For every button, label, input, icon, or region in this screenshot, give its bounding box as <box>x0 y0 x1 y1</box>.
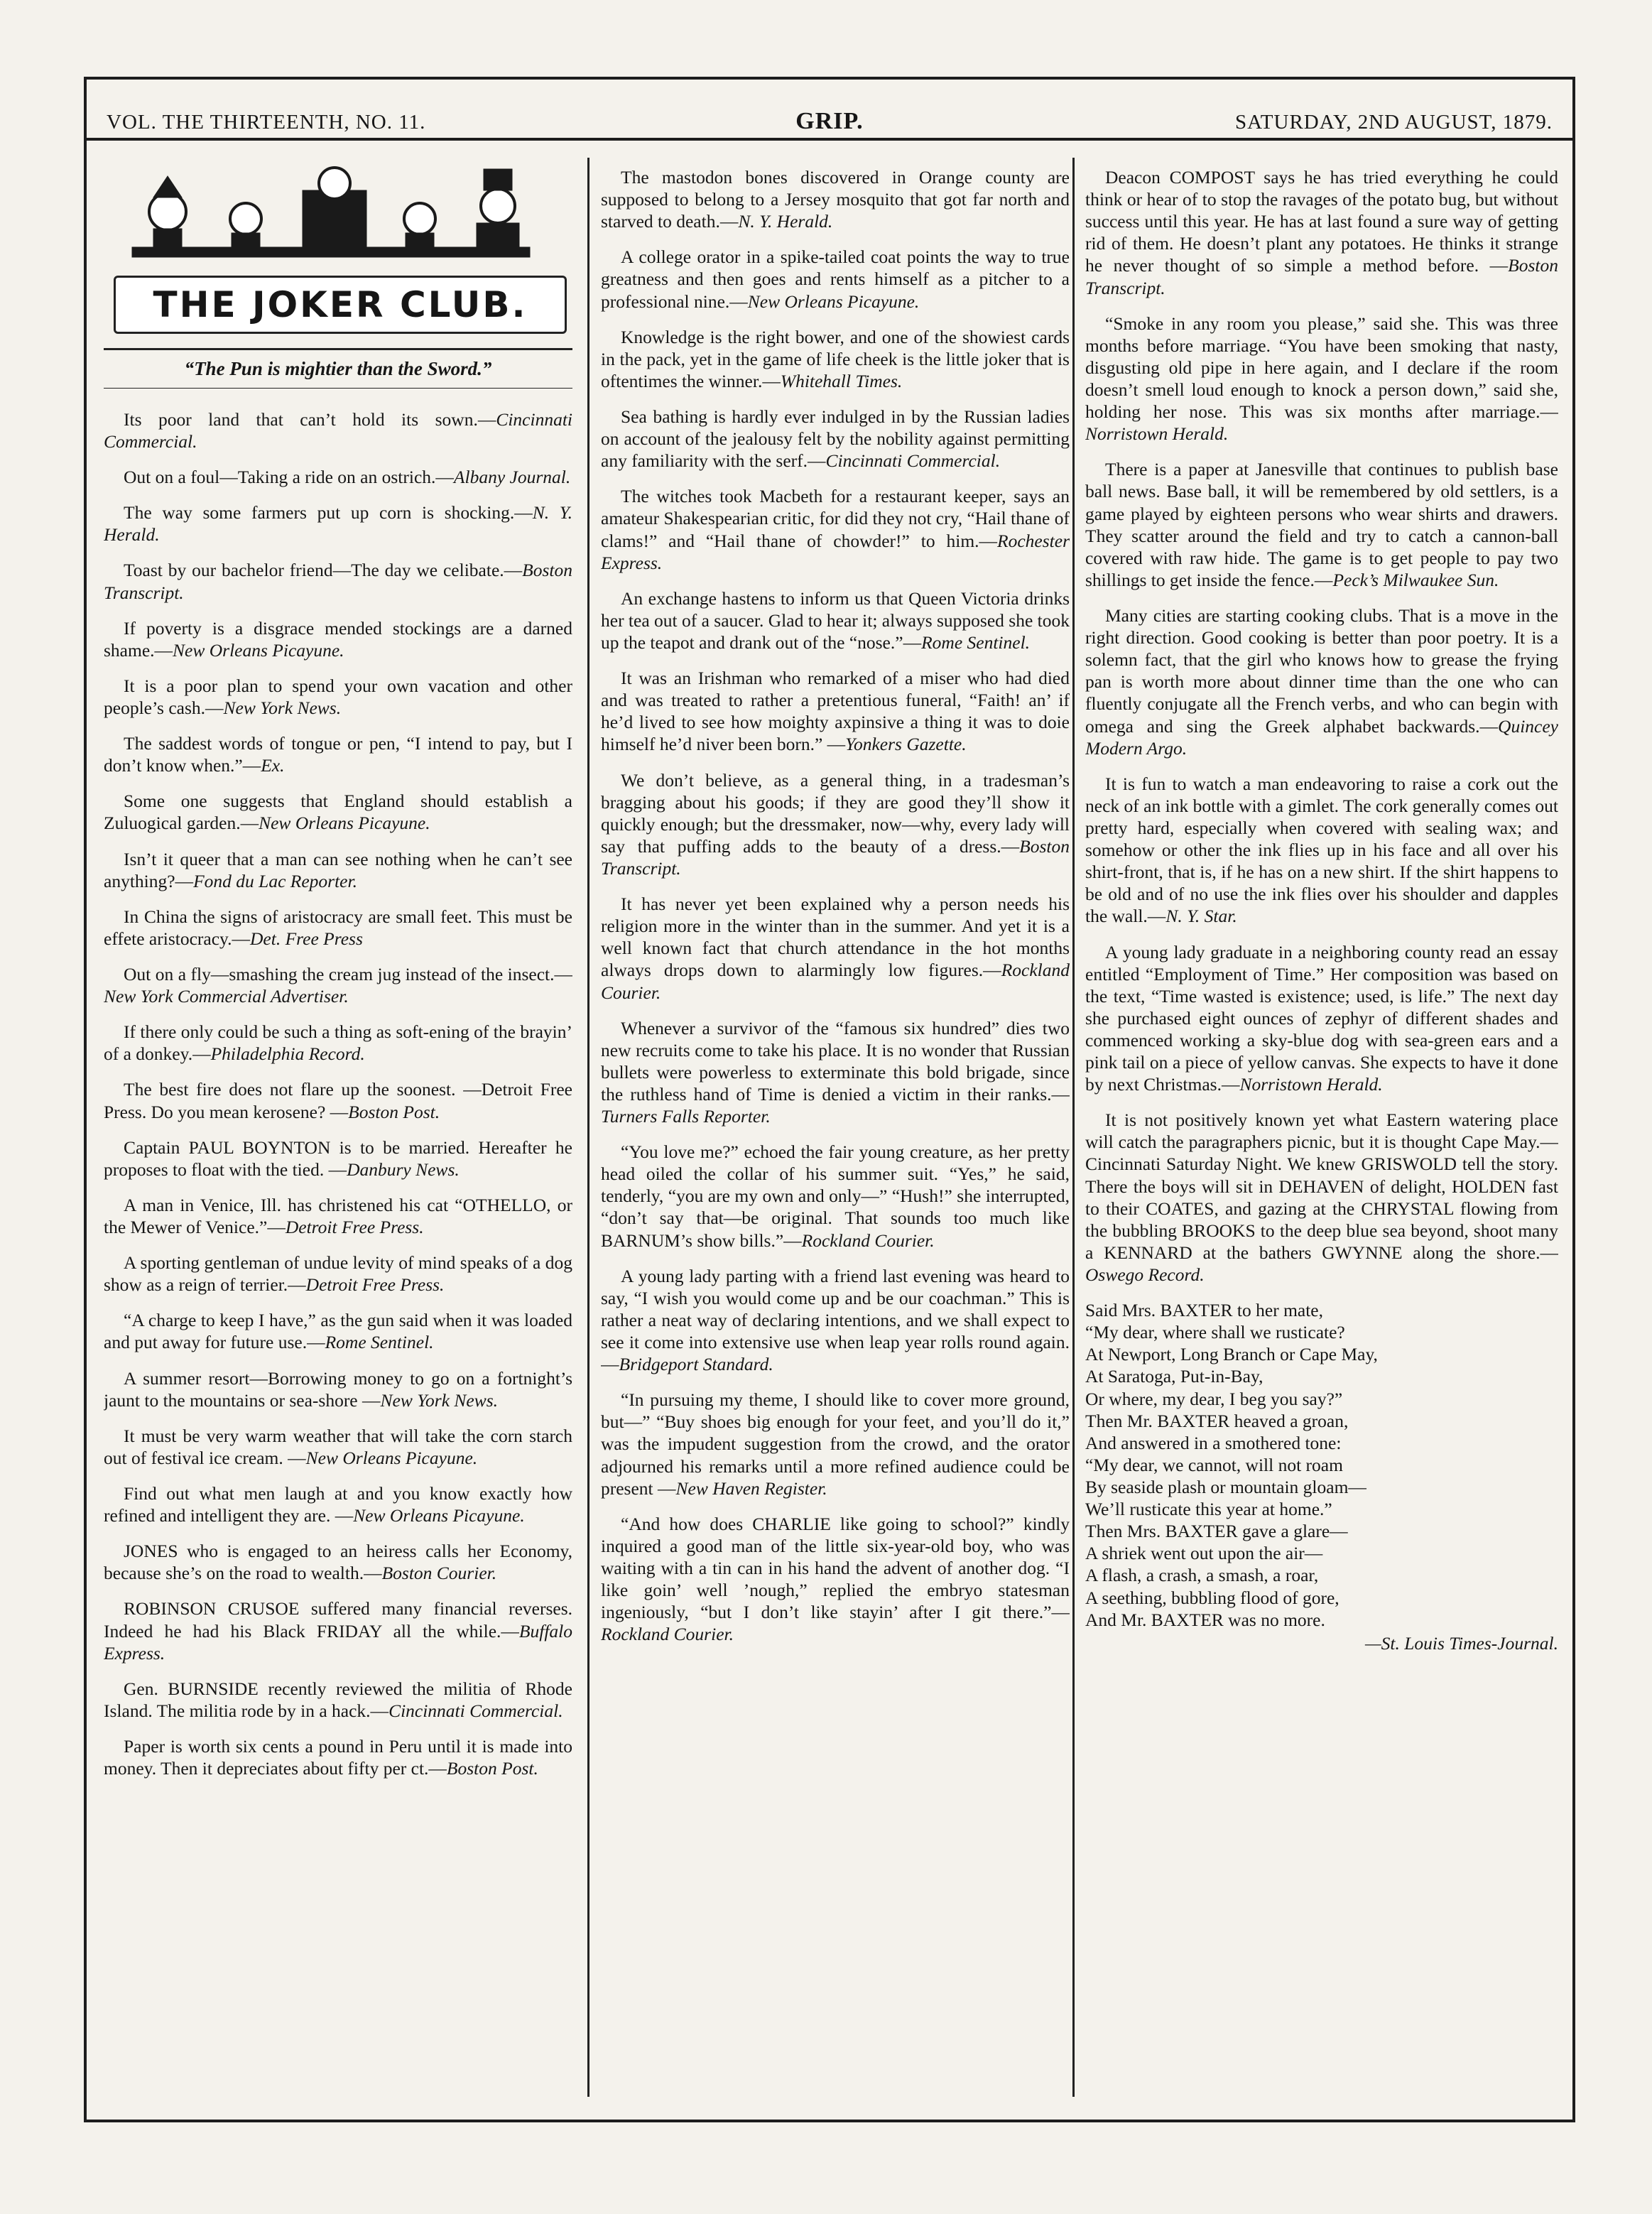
joke-text: A college orator in a spike-tailed coat points the way to true greatness and then goes and rents himself as a pitcher to a professional nine.— <box>601 246 1070 312</box>
poem-line: Said Mrs. BAXTER to her mate, <box>1085 1300 1323 1321</box>
joke-item <box>1085 458 1558 591</box>
joke-text: “A charge to keep I have,” as the gun said when it was loaded and put away for future use.— <box>104 1310 572 1353</box>
rule <box>104 348 572 350</box>
newspaper-page <box>84 77 1575 2122</box>
poem-line: A flash, a crash, a smash, a roar, <box>1085 1565 1319 1586</box>
joke-item <box>104 1735 572 1779</box>
poem-line: “My dear, where shall we rusticate? <box>1085 1322 1345 1343</box>
joke-text: It was an Irishman who remarked of a miser who had died and was treated to rather a pretentious funeral, “Faith! an’ if he’d lived to see how moighty axpinsive a thing it was to doie himself he’d niver been born.” — <box>601 668 1070 755</box>
joke-item <box>104 1136 572 1181</box>
joke-source: New York News. <box>380 1389 499 1411</box>
joke-item <box>1085 941 1558 1096</box>
poem-line: At Saratoga, Put-in-Bay, <box>1085 1366 1264 1387</box>
joke-text: Find out what men laugh at and you know exactly how refined and intelligent they are. — <box>104 1482 572 1526</box>
column-3-items <box>1085 166 1558 1286</box>
joke-text: If there only could be such a thing as soft-ening of the brayin’ of a donkey.— <box>104 1021 572 1065</box>
joke-item <box>1085 1109 1558 1286</box>
joke-source: Detroit Free Press. <box>285 1217 424 1237</box>
joke-item <box>104 501 572 546</box>
joke-item <box>104 617 572 661</box>
joke-item <box>601 1513 1070 1646</box>
joke-source: Boston Courier. <box>381 1563 497 1584</box>
joke-text: If poverty is a disgrace mended stockings are a darned shame.— <box>104 617 572 661</box>
column-2-items <box>601 166 1070 1645</box>
joke-item <box>104 1252 572 1296</box>
column-divider <box>1072 158 1075 2097</box>
poem <box>1085 1299 1558 1631</box>
poem-source: —St. Louis Times-Journal. <box>1364 1632 1558 1654</box>
joke-item <box>104 1367 572 1411</box>
joke-item <box>104 1597 572 1664</box>
joke-item <box>104 675 572 719</box>
issue-date: SATURDAY, 2ND AUGUST, 1879. <box>1234 111 1553 134</box>
joke-source: Det. Free Press <box>250 928 363 949</box>
joke-text: In China the signs of aristocracy are small feet. This must be effete aristocracy.— <box>104 906 572 949</box>
joke-item <box>601 1389 1070 1499</box>
joke-text: The way some farmers put up corn is shocking.— <box>124 502 533 523</box>
joke-source: Detroit Free Press. <box>305 1274 445 1296</box>
joke-text: Knowledge is the right bower, and one of the showiest cards in the pack, yet in the game of life cheek is the little joker that is oftentimes the winner.— <box>601 326 1070 391</box>
masthead <box>87 80 1572 141</box>
joke-item <box>104 1021 572 1065</box>
joke-source: New Orleans Picayune. <box>305 1447 478 1468</box>
joke-text: It is fun to watch a man endeavoring to raise a cork out the neck of an ink bottle with a gimlet. The cork generally comes out pretty hard, especially when covered with sealing wax; and somehow or other the ink flies up in his face and all over his shirt-front, that is, if he has on a new shirt. If the shirt happens to be old and of no use the ink flies over his shoulder and dapples the wall.— <box>1085 773 1558 927</box>
joke-source: Bridgeport Standard. <box>619 1354 773 1375</box>
joke-source: Peck’s Milwaukee Sun. <box>1332 569 1499 590</box>
joke-text: ROBINSON CRUSOE suffered many financial reverses. Indeed he had his Black FRIDAY all the while.— <box>104 1598 572 1641</box>
joke-item <box>104 1309 572 1353</box>
column-1 <box>104 166 572 2098</box>
joke-source: Ex. <box>261 755 285 776</box>
joke-item <box>104 790 572 834</box>
joke-text: “You love me?” echoed the fair young creature, as her pretty head oiled the collar of his summer suit. “Yes,” he said, tenderly, “you are my own and only—” “Hush!” she interrupted, “don’t say that—be original. That sounds too much like BARNUM’s show bills.”— <box>601 1141 1070 1251</box>
joke-source: Albany Journal. <box>453 467 571 488</box>
motto: “The Pun is mightier than the Sword.” <box>184 358 492 379</box>
joke-item <box>601 667 1070 755</box>
joke-text: “Smoke in any room you please,” said she. This was three months before marriage. “You have been smoking that nasty, disgusting old pipe in here again, and I declare if the room doesn’t smell loud enough to knock a person down,” said she, holding her nose. This was six months after marriage.— <box>1085 313 1558 423</box>
joke-text: We don’t believe, as a general thing, in a tradesman’s bragging about his goods; if they are good they’ll show it quickly enough; but the dressmaker, now—why, every lady will say that puffing adds to the beauty of a dress.— <box>601 769 1070 857</box>
poem-line: Or where, my dear, I beg you say?” <box>1085 1388 1343 1409</box>
joke-source: Fond du Lac Reporter. <box>193 870 357 891</box>
poem-line: A shriek went out upon the air— <box>1085 1543 1323 1564</box>
joke-item <box>104 559 572 603</box>
joke-item <box>601 1017 1070 1128</box>
joke-text: A young lady parting with a friend last evening was heard to say, “I wish you would come up and be our coachman.” This is rather a neat way of declaring intentions, and we shall expect to see it come into extensive use when leap year rolls round again.— <box>601 1265 1070 1375</box>
joke-source: New Orleans Picayune. <box>259 813 430 834</box>
joke-source: Rockland Courier. <box>601 1624 734 1645</box>
joke-item <box>601 893 1070 1004</box>
joke-text: Captain PAUL BOYNTON is to be married. Hereafter he proposes to float with the tied. — <box>104 1136 572 1180</box>
joke-source: Quincey Modern Argo. <box>1085 715 1558 759</box>
joke-source: Philadelphia Record. <box>210 1043 365 1065</box>
joke-item <box>601 485 1070 573</box>
joke-source: Boston Transcript. <box>1085 255 1558 298</box>
joke-item <box>601 1265 1070 1376</box>
joke-item <box>601 406 1070 472</box>
paper-title: GRIP. <box>795 108 864 134</box>
poem-line: At Newport, Long Branch or Cape May, <box>1085 1344 1378 1365</box>
joke-item <box>104 466 572 488</box>
joke-text: “In pursuing my theme, I should like to cover more ground, but—” “Buy shoes big enough for your feet, and you’ll do it,” was the impudent suggestion from the crowd, and the orator adjourned his remarks until a more refined audience could be present — <box>601 1389 1070 1499</box>
joke-source: Boston Transcript. <box>601 835 1070 879</box>
joke-text: Whenever a survivor of the “famous six hundred” dies two new recruits come to take his place. It is no wonder that Russian bullets were powerless to exterminate this bold brigade, since the ruthless hand of Time is denied a victim in their ranks.— <box>601 1017 1070 1105</box>
joke-item <box>601 769 1070 880</box>
joke-item <box>601 246 1070 312</box>
poem-line: By seaside plash or mountain gloam— <box>1085 1477 1366 1498</box>
joke-text: The mastodon bones discovered in Orange county are supposed to belong to a Jersey mosquito that got far north and starved to death.— <box>601 167 1070 232</box>
joke-text: Its poor land that can’t hold its sown.— <box>124 408 496 430</box>
joke-source: New Haven Register. <box>675 1477 827 1499</box>
joke-source: Buffalo Express. <box>104 1620 572 1664</box>
joke-text: Toast by our bachelor friend—The day we celibate.— <box>124 560 523 581</box>
column-divider <box>587 158 589 2097</box>
joke-source: N. Y. Herald. <box>104 502 572 546</box>
joke-source: Cincinnati Commercial. <box>825 450 1001 472</box>
joke-source: Oswego Record. <box>1085 1264 1205 1286</box>
poem-line: Then Mr. BAXTER heaved a groan, <box>1085 1410 1349 1431</box>
joke-source: Boston Transcript. <box>104 560 572 603</box>
joke-source: Cincinnati Commercial. <box>388 1700 563 1721</box>
poem-line: “My dear, we cannot, will not roam <box>1085 1454 1343 1475</box>
poem-line: And answered in a smothered tone: <box>1085 1432 1342 1453</box>
joke-text: It is not positively known yet what Eastern watering place will catch the paragraphers picnic, but it is thought Cape May.— Cincinnati Saturday Night. We knew GRISWOLD tell the story. There the boys will sit in DEHAVEN of delight, HOLDEN fast to their COATES, and gazing at the CHRYSTAL flowing from the bubbling BROOKS to the deep blue sea beyond, shoot many a KENNARD at the bathers GWYNNE along the shore.— <box>1085 1109 1558 1263</box>
joke-text: Sea bathing is hardly ever indulged in by the Russian ladies on account of the jealousy felt by the nobility against permitting any familiarity with the serf.— <box>601 406 1070 472</box>
joke-text: Gen. BURNSIDE recently reviewed the militia of Rhode Island. The militia rode by in a hack.— <box>104 1678 572 1721</box>
joke-text: A man in Venice, Ill. has christened his cat “OTHELLO, or the Mewer of Venice.”— <box>104 1194 572 1237</box>
poem-line: Then Mrs. BAXTER gave a glare— <box>1085 1521 1348 1542</box>
joke-text: “And how does CHARLIE like going to school?” kindly inquired a good man of the little six-year-old boy, who was waiting with a tin can in his hand the advent of another dog. “I like goin’ well ’nough,” replied the embryo statesman ingeniously, “but I don’t like stayin’ after I git there.”— <box>601 1513 1070 1623</box>
joke-item <box>601 1141 1070 1252</box>
joke-item <box>104 1078 572 1122</box>
joke-source: Turners Falls Reporter. <box>601 1106 771 1127</box>
joke-text: It is a poor plan to spend your own vacation and other people’s cash.— <box>104 675 572 719</box>
joke-item <box>104 1482 572 1526</box>
joke-text: Paper is worth six cents a pound in Peru until it is made into money. Then it depreciates about fifty per ct.— <box>104 1735 572 1779</box>
joke-source: New Orleans Picayune. <box>747 291 920 312</box>
joke-source: Cincinnati Commercial. <box>104 408 572 452</box>
joke-item <box>104 732 572 776</box>
poem-line: And Mr. BAXTER was no more. <box>1085 1609 1325 1630</box>
joke-source: Rockland Courier. <box>801 1230 935 1251</box>
volume-number: VOL. THE THIRTEENTH, NO. 11. <box>107 111 426 134</box>
joke-text: A summer resort—Borrowing money to go on a fortnight’s jaunt to the mountains or sea-shore — <box>104 1367 572 1411</box>
joke-source: Rome Sentinel. <box>325 1332 434 1353</box>
joke-source: Whitehall Times. <box>780 370 903 391</box>
joke-item <box>104 1194 572 1238</box>
joke-source: Rockland Courier. <box>601 960 1070 1003</box>
joke-source: New Orleans Picayune. <box>173 639 344 661</box>
rule <box>104 388 572 389</box>
joke-text: Some one suggests that England should establish a Zuluogical garden.— <box>104 791 572 834</box>
joke-item <box>1085 604 1558 759</box>
joke-item <box>104 963 572 1007</box>
joke-text: Deacon COMPOST says he has tried everything he could think or hear of to stop the ravages of the potato bug, but without success until this year. He has at last found a sure way of getting rid of them. He doesn’t plant any potatoes. He thinks it strange he never thought of so simple a method before. — <box>1085 167 1558 276</box>
joke-source: Danbury News. <box>347 1158 460 1180</box>
joke-source: New Orleans Picayune. <box>353 1505 525 1526</box>
joke-item <box>104 1678 572 1722</box>
joke-item <box>601 326 1070 392</box>
joke-source: Norristown Herald. <box>1239 1074 1383 1095</box>
joke-text: An exchange hastens to inform us that Queen Victoria drinks her tea out of a saucer. Glad to hear it; always supposed she took up the teapot and drank out of the “nose.”— <box>601 587 1070 653</box>
joker-club-illustration <box>104 166 572 340</box>
joke-text: It has never yet been explained why a person needs his religion more in the winter than in the summer. And yet it is a well known fact that church attendance in the hot months always drops down to alarmingly low figures.— <box>601 894 1070 981</box>
joke-text: There is a paper at Janesville that continues to publish base ball news. Base ball, it will be remembered by old settlers, is a game played by eighteen persons who wear shirts and drawers. They scatter around the field and try to catch a cannon-ball covered with raw hide. The game is to get people to pay two shillings to get inside the fence.— <box>1085 459 1558 590</box>
joke-item <box>601 166 1070 232</box>
joke-source: Rome Sentinel. <box>921 631 1031 653</box>
joke-text: JONES who is engaged to an heiress calls her Economy, because she’s on the road to wealth.— <box>104 1541 572 1584</box>
joke-item <box>1085 166 1558 299</box>
joke-text: Isn’t it queer that a man can see nothing when he can’t see anything?— <box>104 848 572 891</box>
column-2 <box>601 166 1070 2098</box>
poem-line: A seething, bubbling flood of gore, <box>1085 1587 1339 1608</box>
joke-source: New York News. <box>223 698 342 719</box>
joke-item <box>104 1540 572 1584</box>
column-1-items <box>104 408 572 1779</box>
joke-item <box>1085 773 1558 928</box>
joke-source: N. Y. Star. <box>1165 906 1237 927</box>
joke-text: Out on a foul—Taking a ride on an ostrich.— <box>124 467 454 488</box>
joke-item <box>601 587 1070 653</box>
joke-text: It must be very warm weather that will take the corn starch out of festival ice cream. — <box>104 1425 572 1468</box>
joke-source: Norristown Herald. <box>1085 423 1229 445</box>
joke-source: Boston Post. <box>446 1758 538 1779</box>
joke-source: Rochester Express. <box>601 530 1070 573</box>
joke-text: Out on a fly—smashing the cream jug instead of the insect.— <box>124 964 572 985</box>
joke-text: The saddest words of tongue or pen, “I intend to pay, but I don’t know when.”— <box>104 733 572 776</box>
poem-line: We’ll rusticate this year at home.” <box>1085 1499 1332 1520</box>
joke-source: N. Y. Herald. <box>738 211 833 232</box>
joke-text: A sporting gentleman of undue levity of mind speaks of a dog show as a reign of terrier.— <box>104 1252 572 1296</box>
joke-item <box>104 906 572 950</box>
joke-item <box>104 1425 572 1469</box>
joke-text: A young lady graduate in a neighboring county read an essay entitled “Employment of Time.” Her composition was based on the text, “Time wasted is existence; used, is life.” The next day she purchased eight ounces of zephyr of different shades and commenced working a sky-blue dog with sea-green ears and a pink tail on a piece of yellow canvas. She expects to have it done by next Christmas.— <box>1085 941 1558 1095</box>
joke-source: New York Commercial Advertiser. <box>104 986 349 1007</box>
column-3 <box>1085 166 1558 2098</box>
joke-item <box>104 848 572 892</box>
joke-source: Yonkers Gazette. <box>845 734 967 755</box>
joker-club-banner: THE JOKER CLUB. <box>114 276 567 334</box>
joke-text: The best fire does not flare up the soonest. —Detroit Free Press. Do you mean kerosene? — <box>104 1079 572 1122</box>
joke-item <box>1085 313 1558 445</box>
joke-text: The witches took Macbeth for a restaurant keeper, says an amateur Shakespearian critic, for did they not cry, “Hail thane of clams!” and “Hail thane of chowder!” to him.— <box>601 486 1070 551</box>
joke-item <box>104 408 572 452</box>
jester-figures-illustration <box>104 166 572 283</box>
joke-text: Many cities are starting cooking clubs. That is a move in the right direction. Good cooking is better than poor poetry. It is a solemn fact, that the girl who knows how to grease the frying pan is worth more about dinner time than the one who can fluently conjugate all the French verbs, and who can begin with omega and sing the Greek alphabet backwards.— <box>1085 604 1558 737</box>
joke-source: Boston Post. <box>348 1101 440 1122</box>
